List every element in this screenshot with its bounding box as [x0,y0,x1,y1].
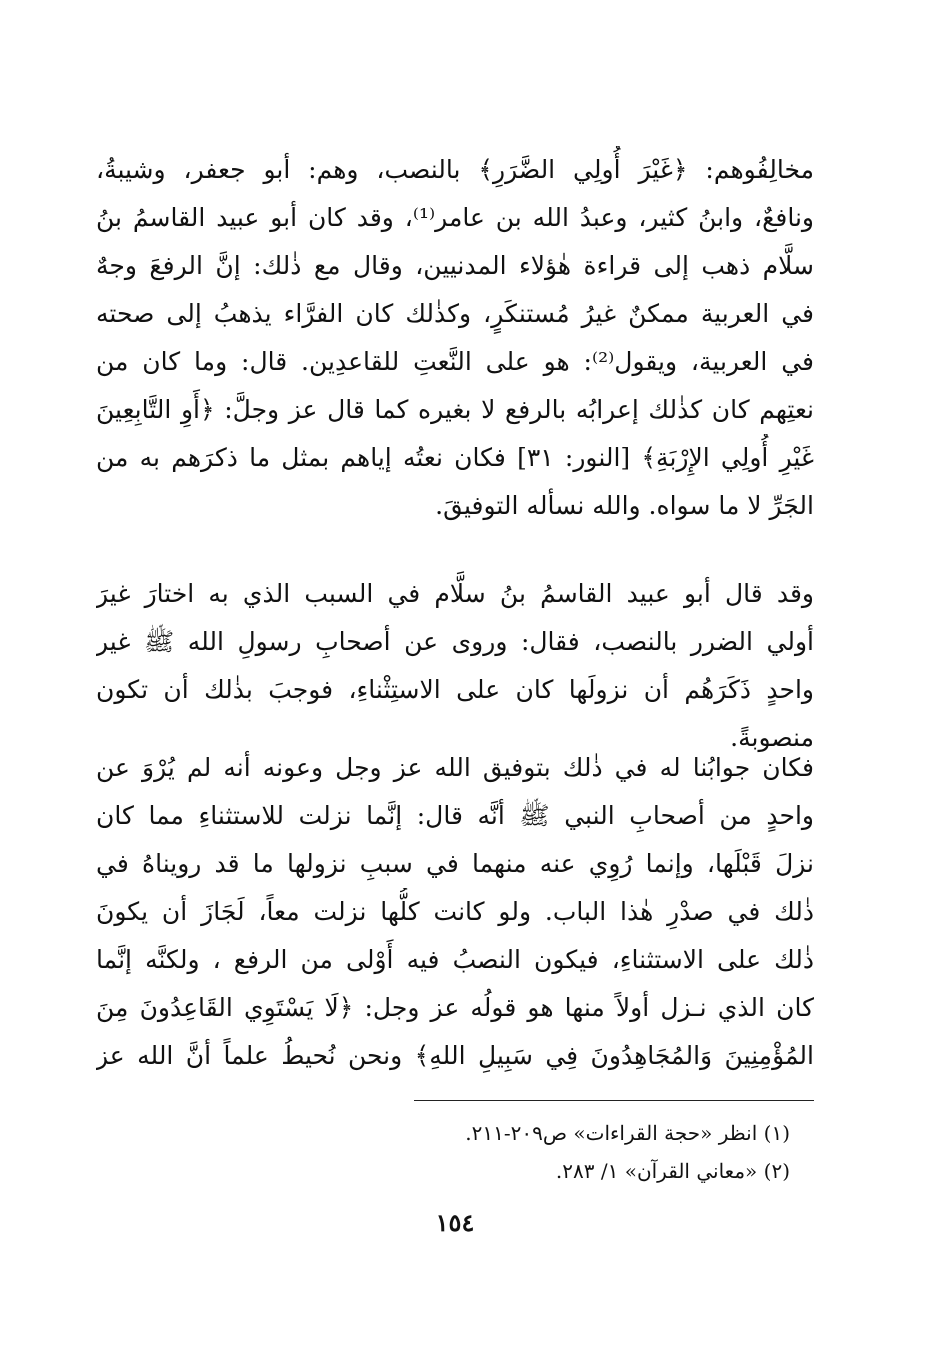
text-line: في العربية، ويقول⁽²⁾: هو على النَّعتِ للقاعدِين. قال: وما كان من [96,347,814,376]
text-line: سلَّام ذهب إلى قراءة هٰؤلاء المدنيين، وقال مع ذٰلك: إنَّ الرفعَ وجهٌ [96,251,814,280]
text-line: ذٰلك على الاستثناءِ، فيكون النصبُ فيه أَوْلى من الرفع ، ولكنَّه إنَّما [96,945,814,974]
text-line: منصوبةً. [730,723,814,752]
text-line: وقد قال أبو عبيد القاسمُ بنُ سلَّام في السبب الذي به اختارَ غيرَ [96,579,814,608]
footnote-divider [414,1100,814,1101]
text-line: واحدٍ ذَكَرَهُم أن نزولَها كان على الاستِثْناءِ، فوجبَ بذٰلك أن تكون [96,675,814,704]
text-line: ونافعٌ، وابنُ كثير، وعبدُ الله بن عامر⁽¹⁾، وقد كان أبو عبيد القاسمُ بنُ [96,203,814,232]
text-line: المُؤْمِنِينَ وَالمُجَاهِدُونَ فِي سَبِيلِ اللهِ﴾ ونحن نُحيطُ علماً أنَّ الله عز [96,1041,814,1070]
text-line: واحدٍ من أصحابِ النبي ﷺ أنَّه قال: إنَّما نزلت للاستثناءِ مما كان [96,801,814,830]
text-line: الجَرِّ لا ما سواه. والله نسأله التوفيقَ. [435,491,814,520]
text-line: نزلَ قَبْلَها، وإنما رُوِي عنه منهما في سببِ نزولها ما قد رويناهُ في [96,849,814,878]
paragraph-2 [96,570,814,762]
text-line: مخالِفُوهم: ﴿غَيْرَ أُولِي الضَّرَرِ﴾ بالنصب، وهم: أبو جعفر، وشيبةُ، [96,155,814,184]
text-line: أولي الضرر بالنصب، فقال: وروى عن أصحابِ رسولِ الله ﷺ غير [96,627,814,656]
text-line: فكان جوابُنا له في ذٰلك بتوفيق الله عز وجل وعونه أنه لم يُرْوَ عن [96,753,814,782]
paragraph-1 [96,146,814,530]
footnotes [380,1114,790,1190]
text-line: نعتِهم كان كذٰلك إعرابُه بالرفع لا بغيره كما قال عز وجلَّ: ﴿أَوِ التَّابِعِينَ [96,395,814,424]
footnote-1: (١) انظر «حجة القراءات» ص٢٠٩-٢١١. [465,1121,790,1145]
text-line: كان الذي نـزل أولاً منها هو قولُه عز وجل: ﴿لَا يَسْتَوِي القَاعِدُونَ مِنَ [96,993,814,1022]
paragraph-3 [96,744,814,1080]
footnote-2: (٢) «معاني القرآن» ١/ ٢٨٣. [555,1159,790,1183]
text-line: ذٰلك في صدْرِ هٰذا الباب. ولو كانت كلُّها نزلت معاً، لَجَازَ أن يكونَ [96,897,814,926]
text-line: غَيْرِ أُولِي الإِرْبَةِ﴾ [النور: ٣١] فكان نعتُه إياهم بمثل ما ذكرَهم به من [96,443,814,472]
page-number: ١٥٤ [435,1208,475,1237]
text-line: في العربية ممكنٌ غيرُ مُستنكَرٍ، وكذٰلك كان الفرَّاء يذهبُ إلى صحته [96,299,814,328]
